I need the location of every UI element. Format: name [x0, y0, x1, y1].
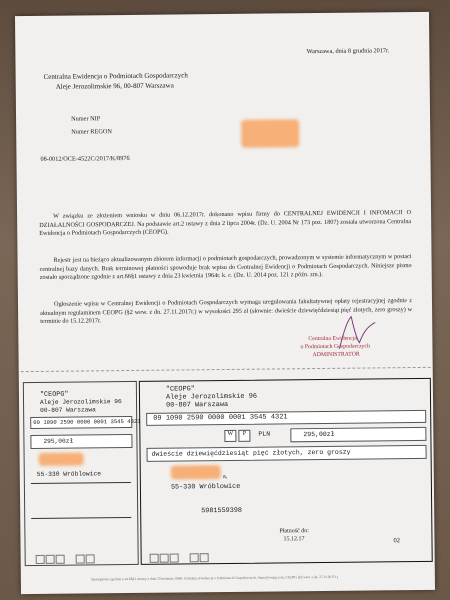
payment-form [21, 367, 433, 572]
currency-code: PLN [258, 430, 271, 438]
redaction-block [241, 119, 299, 148]
address-line-2: Aleje Jerozolimskie 96, 00-807 Warszawa [55, 81, 174, 91]
due-date-label: Płatność do: [279, 528, 309, 535]
stub-recipient-city: 00-807 Warszawa [40, 406, 96, 414]
currency-p-box: P [238, 430, 250, 442]
stub-recipient-name: "CEOPG" [39, 390, 69, 399]
stub-amount-box [30, 434, 132, 449]
payer-city-suffix: a, [222, 472, 228, 481]
regon-label: Numer REGON [71, 128, 112, 136]
form-recipient-city: 00-807 Warszawa [166, 400, 229, 410]
stub-payer-redaction [39, 452, 84, 465]
amount-words-box [147, 445, 427, 462]
due-date-value: 15.12.17 [283, 536, 305, 543]
payer-name-redaction [171, 465, 221, 480]
paragraph-2: Rejestr jest na bieżąco aktualizowanym zbiorem informacji o podmiotach gospodarczych, prowadzonym w systemie informatycznym w postaci centralnej bazy danych. Brak terminowej płatności spowoduje brak wpisu do Centralnej Ewidencji o Podmiotach Gospodarczych. Niniejsze pismo zostało sporządzone zgodnie z art.66§1 ustawy z dnia 23 kwietnia 1964r. k. c. (Dz. U. 2014 poz. 121 z późn. zm.). [39, 253, 412, 282]
form-amount-box [290, 427, 426, 442]
main-check-cells [150, 549, 210, 568]
reference-number: 08-0012/OCE-4522C/2017/K/8976 [40, 154, 130, 163]
footer-note: Sporządzono zgodnie z art.66§1 ustawy z dnia 23 kwietnia 1964r. Centralna Ewidencja o Podmiotach Gospodarczych, biuro@ceopg.com, CEOPG (§2 wew. z dn. 27.11.2017r.) [90, 574, 338, 582]
letter-page [15, 12, 435, 594]
paragraph-3: Ogłoszenie wpisu w Centralnej Ewidencji o Podmiotach Gospodarczych wymaga uregulowania fakultatywnej opłaty rejestracyjnej zgodnie z aktualnym regulaminem CEOPG (§2 wew. z dn. 27.11.2017r.) w wysokości 295 zł (słownie: dwieście dziewięćdziesiąt pięć złotych, zero groszy) w terminie do 15.12.2017r. [40, 297, 413, 326]
form-recipient-name: "CEOPG" [165, 385, 195, 394]
stub-account-box [30, 416, 141, 429]
stub-recipient-street: Aleje Jerozolimskie 96 [39, 398, 122, 406]
transfer-form-main [139, 378, 433, 565]
currency-w-box: W [224, 430, 236, 442]
form-amount: 295,00zł [303, 430, 335, 439]
paragraph-1: W związku ze złożeniem wniosku w dniu 06.12.2017r. dokonano wpisu firmy do CENTRALNEJ EWIDENCJI I INFOMACJI O DZIAŁALNOŚCI GOSPODARCZEJ. Na podstawie art.2 ustawy z dnia 2 lipca 2004r. (Dz. U. 2004 Nr 173 poz. 1807) została utworzona Centralna Ewidencja o Podmiotach Gospodarczych (CEOPG). [39, 209, 412, 238]
signature-line-3: ADMINISTRATOR [312, 351, 360, 359]
payment-stub [23, 381, 139, 566]
signature-line-2: o Podmiotach Gospodarczych [300, 343, 371, 351]
place-date: Warszawa, dnia 8 grudnia 2017r. [306, 47, 390, 56]
amount-in-words: dwieście dziewięćdziesiąt pięć złotych, zero groszy [151, 448, 351, 458]
payer-city: 55-330 Wróblowice [170, 482, 241, 492]
stub-payer-city: 55-330 Wróblowice [36, 470, 102, 478]
form-recipient-street: Aleje Jerozolimskie 96 [165, 392, 258, 402]
stub-amount: 295,00zł [43, 437, 74, 445]
stub-check-cells [36, 550, 96, 569]
signature-line-1: Centralna Ewidencja [308, 335, 357, 343]
form-code: 02 [393, 537, 401, 545]
form-account-box [146, 410, 426, 426]
form-account-number: 09 1090 2590 0000 0001 3545 4321 [153, 413, 288, 423]
transfer-title-number: 5981559398 [201, 506, 243, 516]
stub-account-number: 09 1090 2590 0000 0001 3545 4321 [33, 417, 141, 427]
nip-label: Numer NIP [71, 115, 101, 123]
address-line-1: Centralna Ewidencja o Podmiotach Gospodarczych [43, 71, 188, 81]
